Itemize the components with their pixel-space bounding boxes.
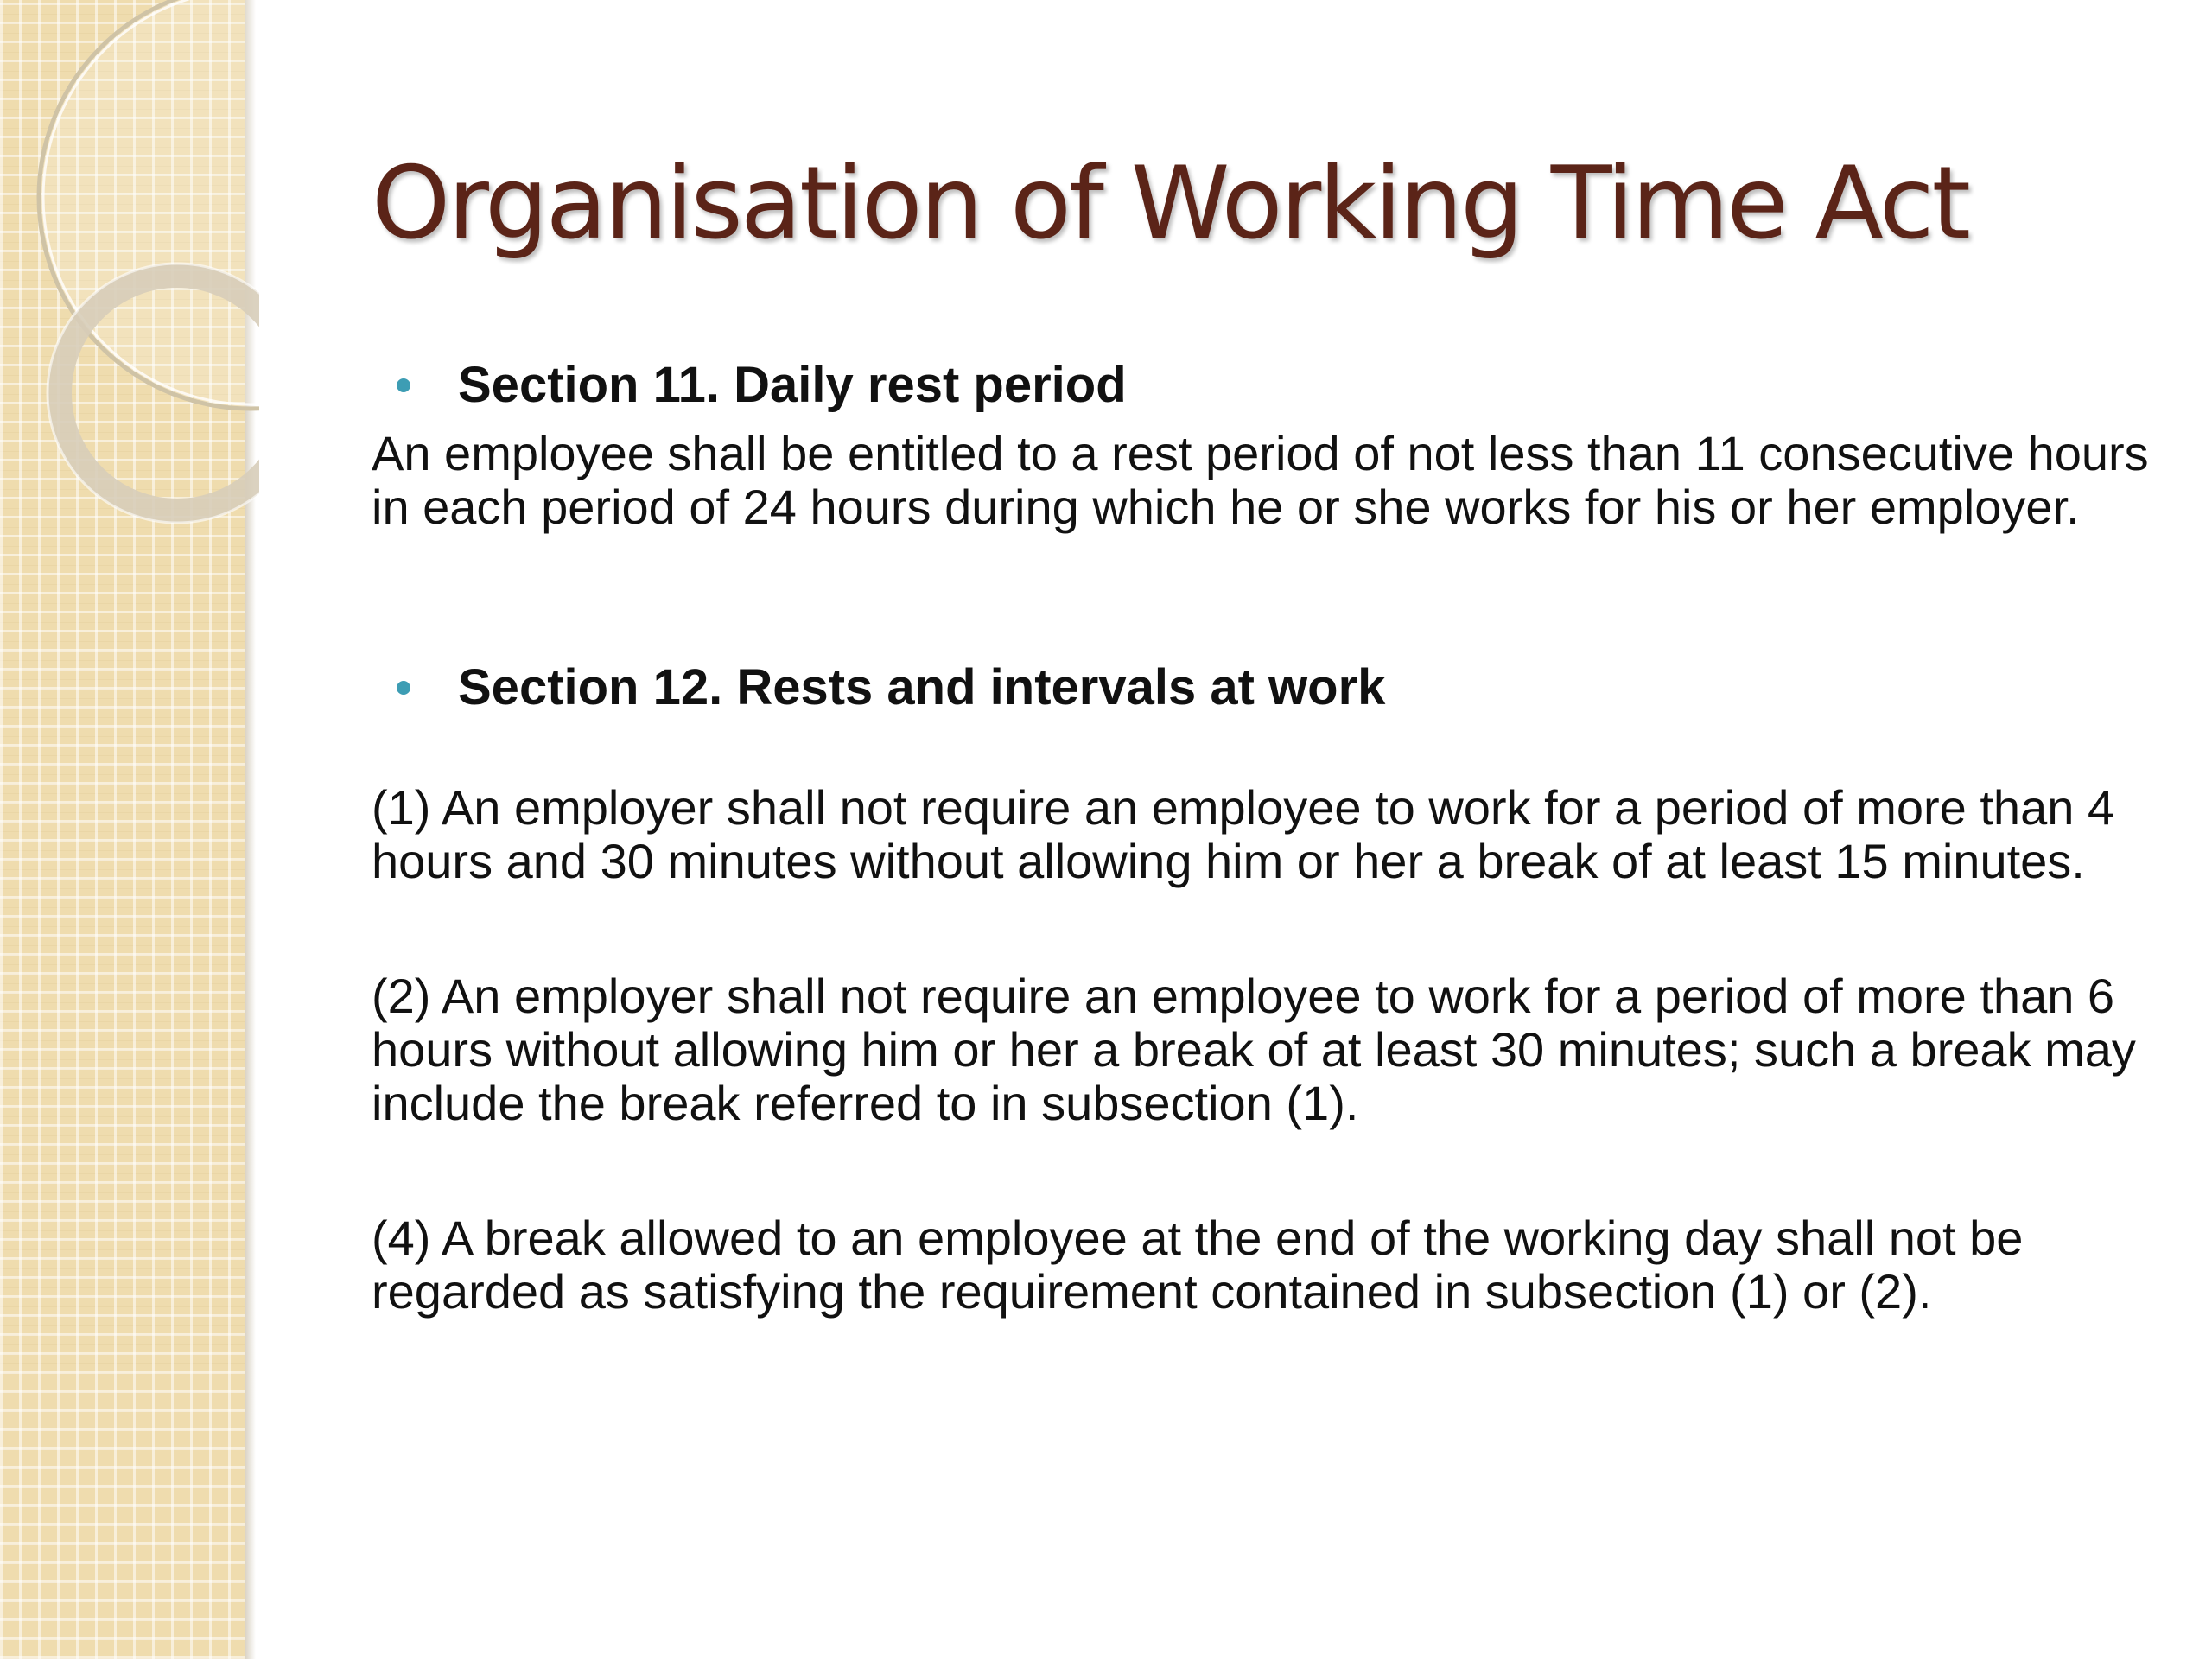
subsection-2-paragraph: (2) An employer shall not require an employee to work for a period of more than 6 hours without allowing him or her a break of at least 30 minutes; such a break may include the break referred to in subsection (1). bbox=[372, 969, 2136, 1130]
slide-body bbox=[372, 344, 2152, 1319]
section-11-heading bbox=[372, 344, 2152, 427]
subsection-1-paragraph: (1) An employer shall not require an employee to work for a period of more than 4 hours and 30 minutes without allowing him or her a break of at least 15 minutes. bbox=[372, 780, 2115, 888]
section-heading-text: Section 12. Rests and intervals at work bbox=[458, 659, 1386, 715]
section-heading-text: Section 11. Daily rest period bbox=[458, 357, 1127, 413]
bullet-dot-icon bbox=[397, 378, 410, 392]
slide-title: Organisation of Working Time Act bbox=[372, 145, 1969, 262]
bullet-dot-icon bbox=[397, 681, 410, 695]
decorative-rings bbox=[0, 0, 259, 605]
subsection-4-paragraph: (4) A break allowed to an employee at the end of the working day shall not be regarded as satisfying the requirement contained in subsection (1) or (2). bbox=[372, 1211, 2024, 1319]
section-11-paragraph: An employee shall be entitled to a rest period of not less than 11 consecutive hours in each period of 24 hours during which he or she works for his or her employer. bbox=[372, 426, 2149, 534]
section-12-heading bbox=[372, 646, 2152, 729]
